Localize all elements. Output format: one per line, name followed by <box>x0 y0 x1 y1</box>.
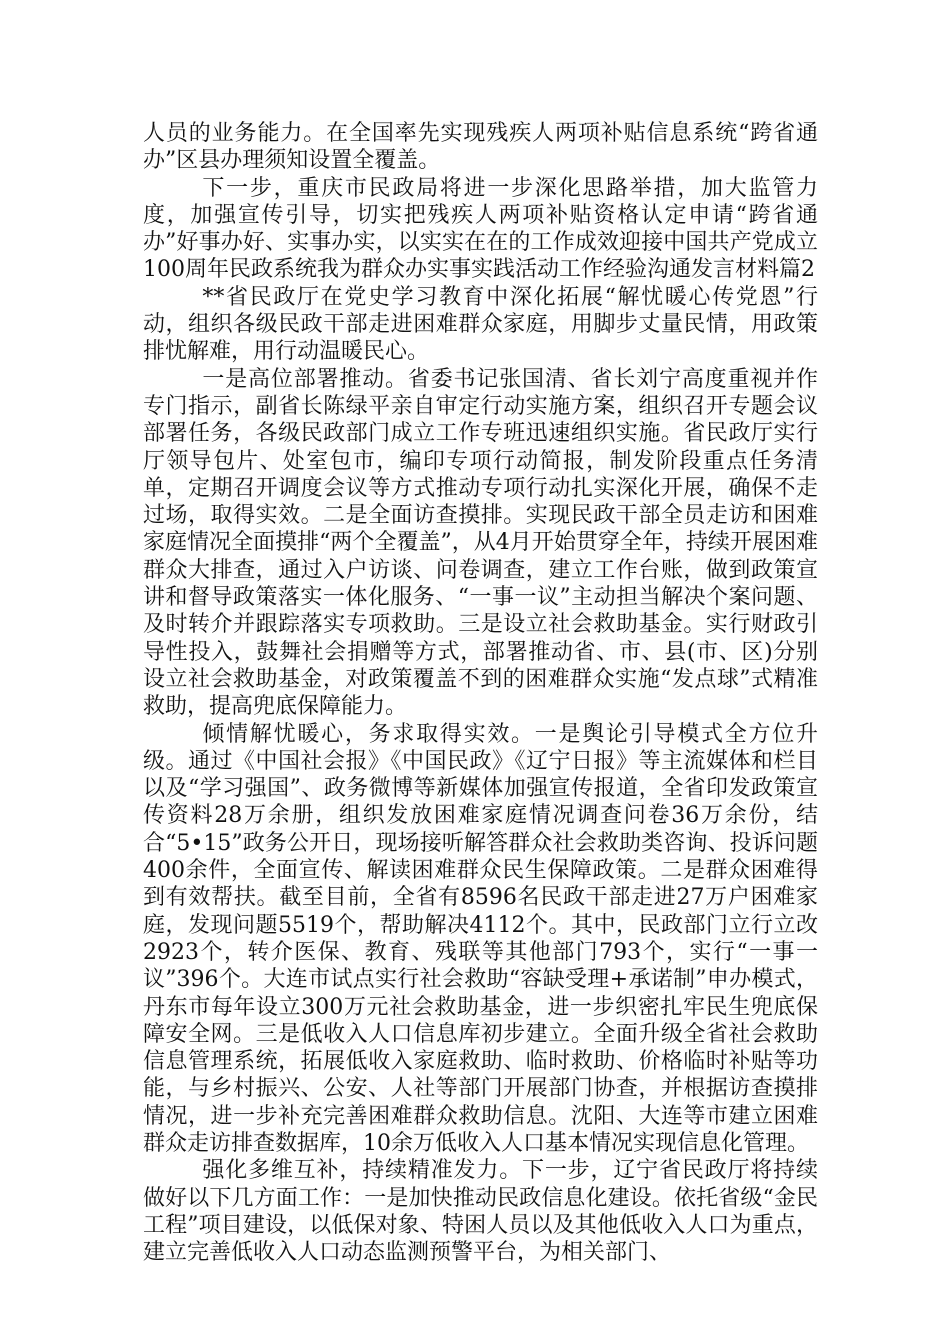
paragraph-4: 一是高位部署推动。省委书记张国清、省长刘宁高度重视并作专门指示，副省长陈绿平亲自审定行动实施方案，组织召开专题会议部署任务，各级民政部门成立工作专班迅速组织实施。省民政厅实行厅领导包片、处室包市，编印专项行动简报，制发阶段重点任务清单，定期召开调度会议等方式推动专项行动扎实深化开展，确保不走过场，取得实效。二是全面访查摸排。实现民政干部全员走访和困难家庭情况全面摸排“两个全覆盖”，从4月开始贯穿全年，持续开展困难群众大排查，通过入户访谈、问卷调查，建立工作台账，做到政策宣讲和督导政策落实一体化服务、“一事一议”主动担当解决个案问题、及时转介并跟踪落实专项救助。三是设立社会救助基金。实行财政引导性投入，鼓舞社会捐赠等方式，部署推动省、市、县(市、区)分别设立社会救助基金，对政策覆盖不到的困难群众实施“发点球”式精准救助，提高兜底保障能力。 <box>143 366 818 720</box>
paragraph-5: 倾情解忧暖心，务求取得实效。一是舆论引导模式全方位升级。通过《中国社会报》《中国民政》《辽宁日报》等主流媒体和栏目以及“学习强国”、政务微博等新媒体加强宣传报道，全省印发政策宣传资料28万余册，组织发放困难家庭情况调查问卷36万余份，结合“5•15”政务公开日，现场接听解答群众社会救助类咨询、投诉问题400余件，全面宣传、解读困难群众民生保障政策。二是群众困难得到有效帮扶。截至目前，全省有8596名民政干部走进27万户困难家庭，发现问题5519个，帮助解决4112个。其中，民政部门立行立改2923个，转介医保、教育、残联等其他部门793个，实行“一事一议”396个。大连市试点实行社会救助“容缺受理+承诺制”申办模式，丹东市每年设立300万元社会救助基金，进一步织密扎牢民生兜底保障安全网。三是低收入人口信息库初步建立。全面升级全省社会救助信息管理系统，拓展低收入家庭救助、临时救助、价格临时补贴等功能，与乡村振兴、公安、人社等部门开展部门协查，并根据访查摸排情况，进一步补充完善困难群众救助信息。沈阳、大连等市建立困难群众走访排查数据库，10余万低收入人口基本情况实现信息化管理。 <box>143 721 819 1156</box>
paragraph-2: 下一步，重庆市民政局将进一步深化思路举措，加大监管力度，加强宣传引导，切实把残疾人两项补贴资格认定申请“跨省通办”好事办好、实事办实，以实实在在的工作成效迎接中国共产党成立100周年民政系统我为群众办实事实践活动工作经验沟通发言材料篇2 <box>143 175 818 283</box>
document-body <box>143 120 818 1266</box>
paragraph-1: 人员的业务能力。在全国率先实现残疾人两项补贴信息系统“跨省通办”区县办理须知设置全覆盖。 <box>143 121 818 174</box>
paragraph-3: **省民政厅在党史学习教育中深化拓展“解忧暖心传党恩”行动，组织各级民政干部走进困难群众家庭，用脚步丈量民情，用政策排忧解难，用行动温暖民心。 <box>143 284 818 365</box>
paragraph-6: 强化多维互补，持续精准发力。下一步，辽宁省民政厅将持续做好以下几方面工作：一是加快推动民政信息化建设。依托省级“金民工程”项目建设，以低保对象、特困人员以及其他低收入人口为重点，建立完善低收入人口动态监测预警平台，为相关部门、 <box>143 1158 818 1266</box>
